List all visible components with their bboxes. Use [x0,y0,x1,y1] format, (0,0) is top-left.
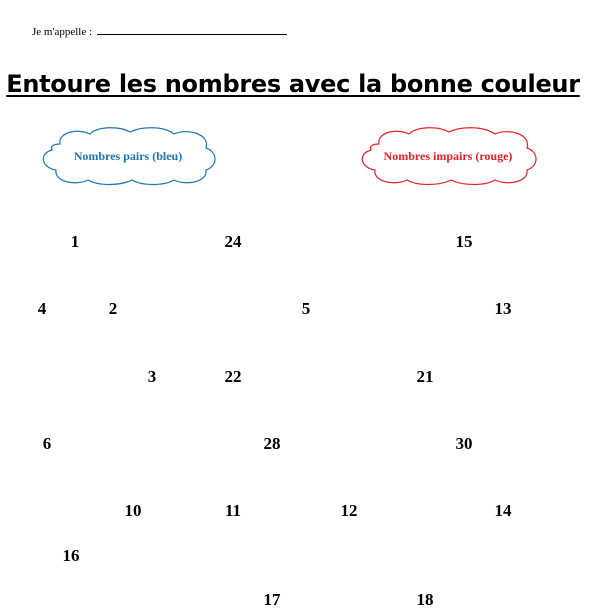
odd-numbers-label: Nombres impairs (rouge) [383,148,513,163]
name-blank-line[interactable] [97,24,287,35]
number-item[interactable]: 13 [494,299,512,318]
number-item[interactable]: 6 [42,434,52,453]
number-item[interactable]: 2 [108,299,118,318]
number-item[interactable]: 11 [224,501,242,520]
number-item[interactable]: 12 [340,501,358,520]
number-item[interactable]: 21 [416,367,434,386]
number-item[interactable]: 15 [455,232,473,251]
number-item[interactable]: 14 [494,501,512,520]
number-item[interactable]: 22 [224,367,242,386]
number-item[interactable]: 16 [62,546,80,565]
number-item[interactable]: 4 [37,299,47,318]
number-item[interactable]: 18 [416,590,434,609]
page-title: Entoure les nombres avec la bonne couleur [6,70,580,98]
number-item[interactable]: 28 [263,434,281,453]
name-field[interactable] [32,24,287,38]
number-item[interactable]: 5 [301,299,311,318]
number-item[interactable]: 1 [70,232,80,251]
number-item[interactable]: 24 [224,232,242,251]
even-numbers-cloud [38,126,218,186]
even-numbers-label: Nombres pairs (bleu) [73,148,183,163]
odd-numbers-cloud [357,126,539,186]
number-item[interactable]: 17 [263,590,281,609]
name-label: Je m'appelle : [32,26,93,38]
number-item[interactable]: 10 [124,501,142,520]
number-item[interactable]: 30 [455,434,473,453]
number-item[interactable]: 3 [147,367,157,386]
